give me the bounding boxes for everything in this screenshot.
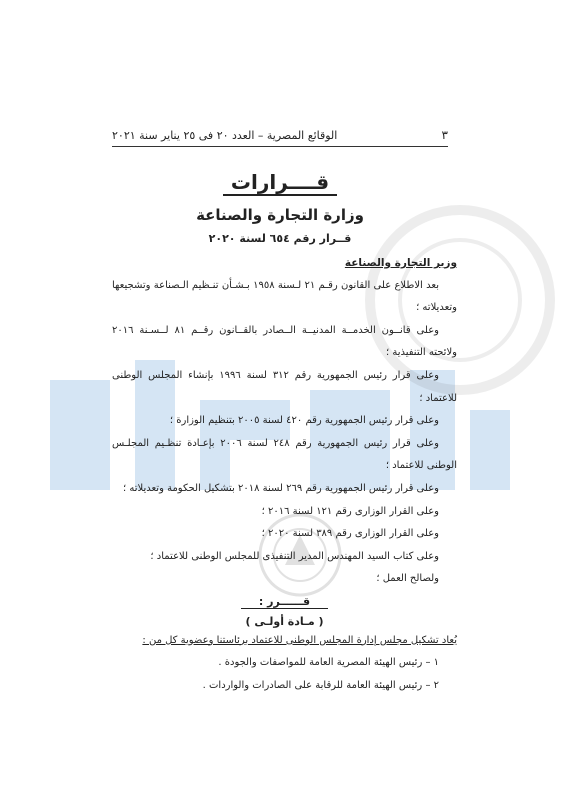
article-heading: ( مـادة أولـى )	[245, 614, 324, 628]
decree-body	[112, 252, 457, 697]
member-item: ٢ – رئيس الهيئة العامة للرقابة على الصادرات والواردات .	[202, 679, 439, 691]
decides-heading: قــــــرر :	[112, 591, 457, 614]
header-divider	[112, 146, 448, 147]
preamble-item: ولصالح العمل ؛	[376, 573, 439, 585]
article-intro: يُعاد تشكيل مجلس إدارة المجلس الوطنى للاعتماد برئاستنا وعضوية كل من :	[142, 634, 457, 646]
member-item: ١ – رئيس الهيئة المصرية العامة للمواصفات والجودة .	[218, 657, 439, 669]
preamble-item: وعلى قرار رئيس الجمهورية رقم ٢٤٨ لسنة ٢٠٠٦ بإعـادة تنظـيم المجلـس الوطنى للاعتماد ؛	[112, 437, 457, 472]
preamble-item: وعلى القرار الوزارى رقم ٣٨٩ لسنة ٢٠٢٠ ؛	[261, 528, 439, 540]
ministry-title: وزارة التجارة والصناعة	[196, 206, 364, 224]
issuer-heading: وزير التجارة والصناعة	[344, 257, 457, 269]
preamble-item: وعلى قرار رئيس الجمهورية رقم ٤٢٠ لسنة ٢٠٠٥ بتنظيم الوزارة ؛	[169, 415, 439, 427]
preamble-item: وعلى قرار رئيس الجمهورية رقم ٢٦٩ لسنة ٢٠١٨ بتشكيل الحكومة وتعديلاته ؛	[122, 482, 439, 494]
preamble-item: وعلى قرار رئيس الجمهورية رقم ٣١٢ لسنة ١٩٩٦ بإنشاء المجلس الوطنى للاعتماد ؛	[112, 369, 457, 404]
preamble-item: بعد الاطلاع على القانون رقـم ٢١ لـسنة ١٩٥٨ بـشـأن تنـظيم الـصناعة وتشجيعها وتعديلاته ؛	[112, 279, 457, 314]
preamble-item: وعلى القرار الوزارى رقم ١٢١ لسنة ٢٠١٦ ؛	[261, 505, 439, 517]
page-number: ٣	[441, 128, 448, 142]
preamble-item: وعلى كتاب السيد المهندس المدير التنفيذى للمجلس الوطنى للاعتماد ؛	[150, 550, 439, 562]
page-header	[112, 128, 448, 142]
document-title: قــــرارات	[112, 170, 448, 194]
publication-title: الوقائع المصرية – العدد ٢٠ فى ٢٥ يناير سنة ٢٠٢١	[112, 129, 338, 142]
preamble-item: وعلى قانــون الخدمــة المدنيــة الــصادر بالقــانون رقــم ٨١ لــسـنة ٢٠١٦ ولائحته التنفيذية ؛	[112, 324, 457, 359]
decree-number: قــرار رقم ٦٥٤ لسنة ٢٠٢٠	[208, 232, 352, 245]
